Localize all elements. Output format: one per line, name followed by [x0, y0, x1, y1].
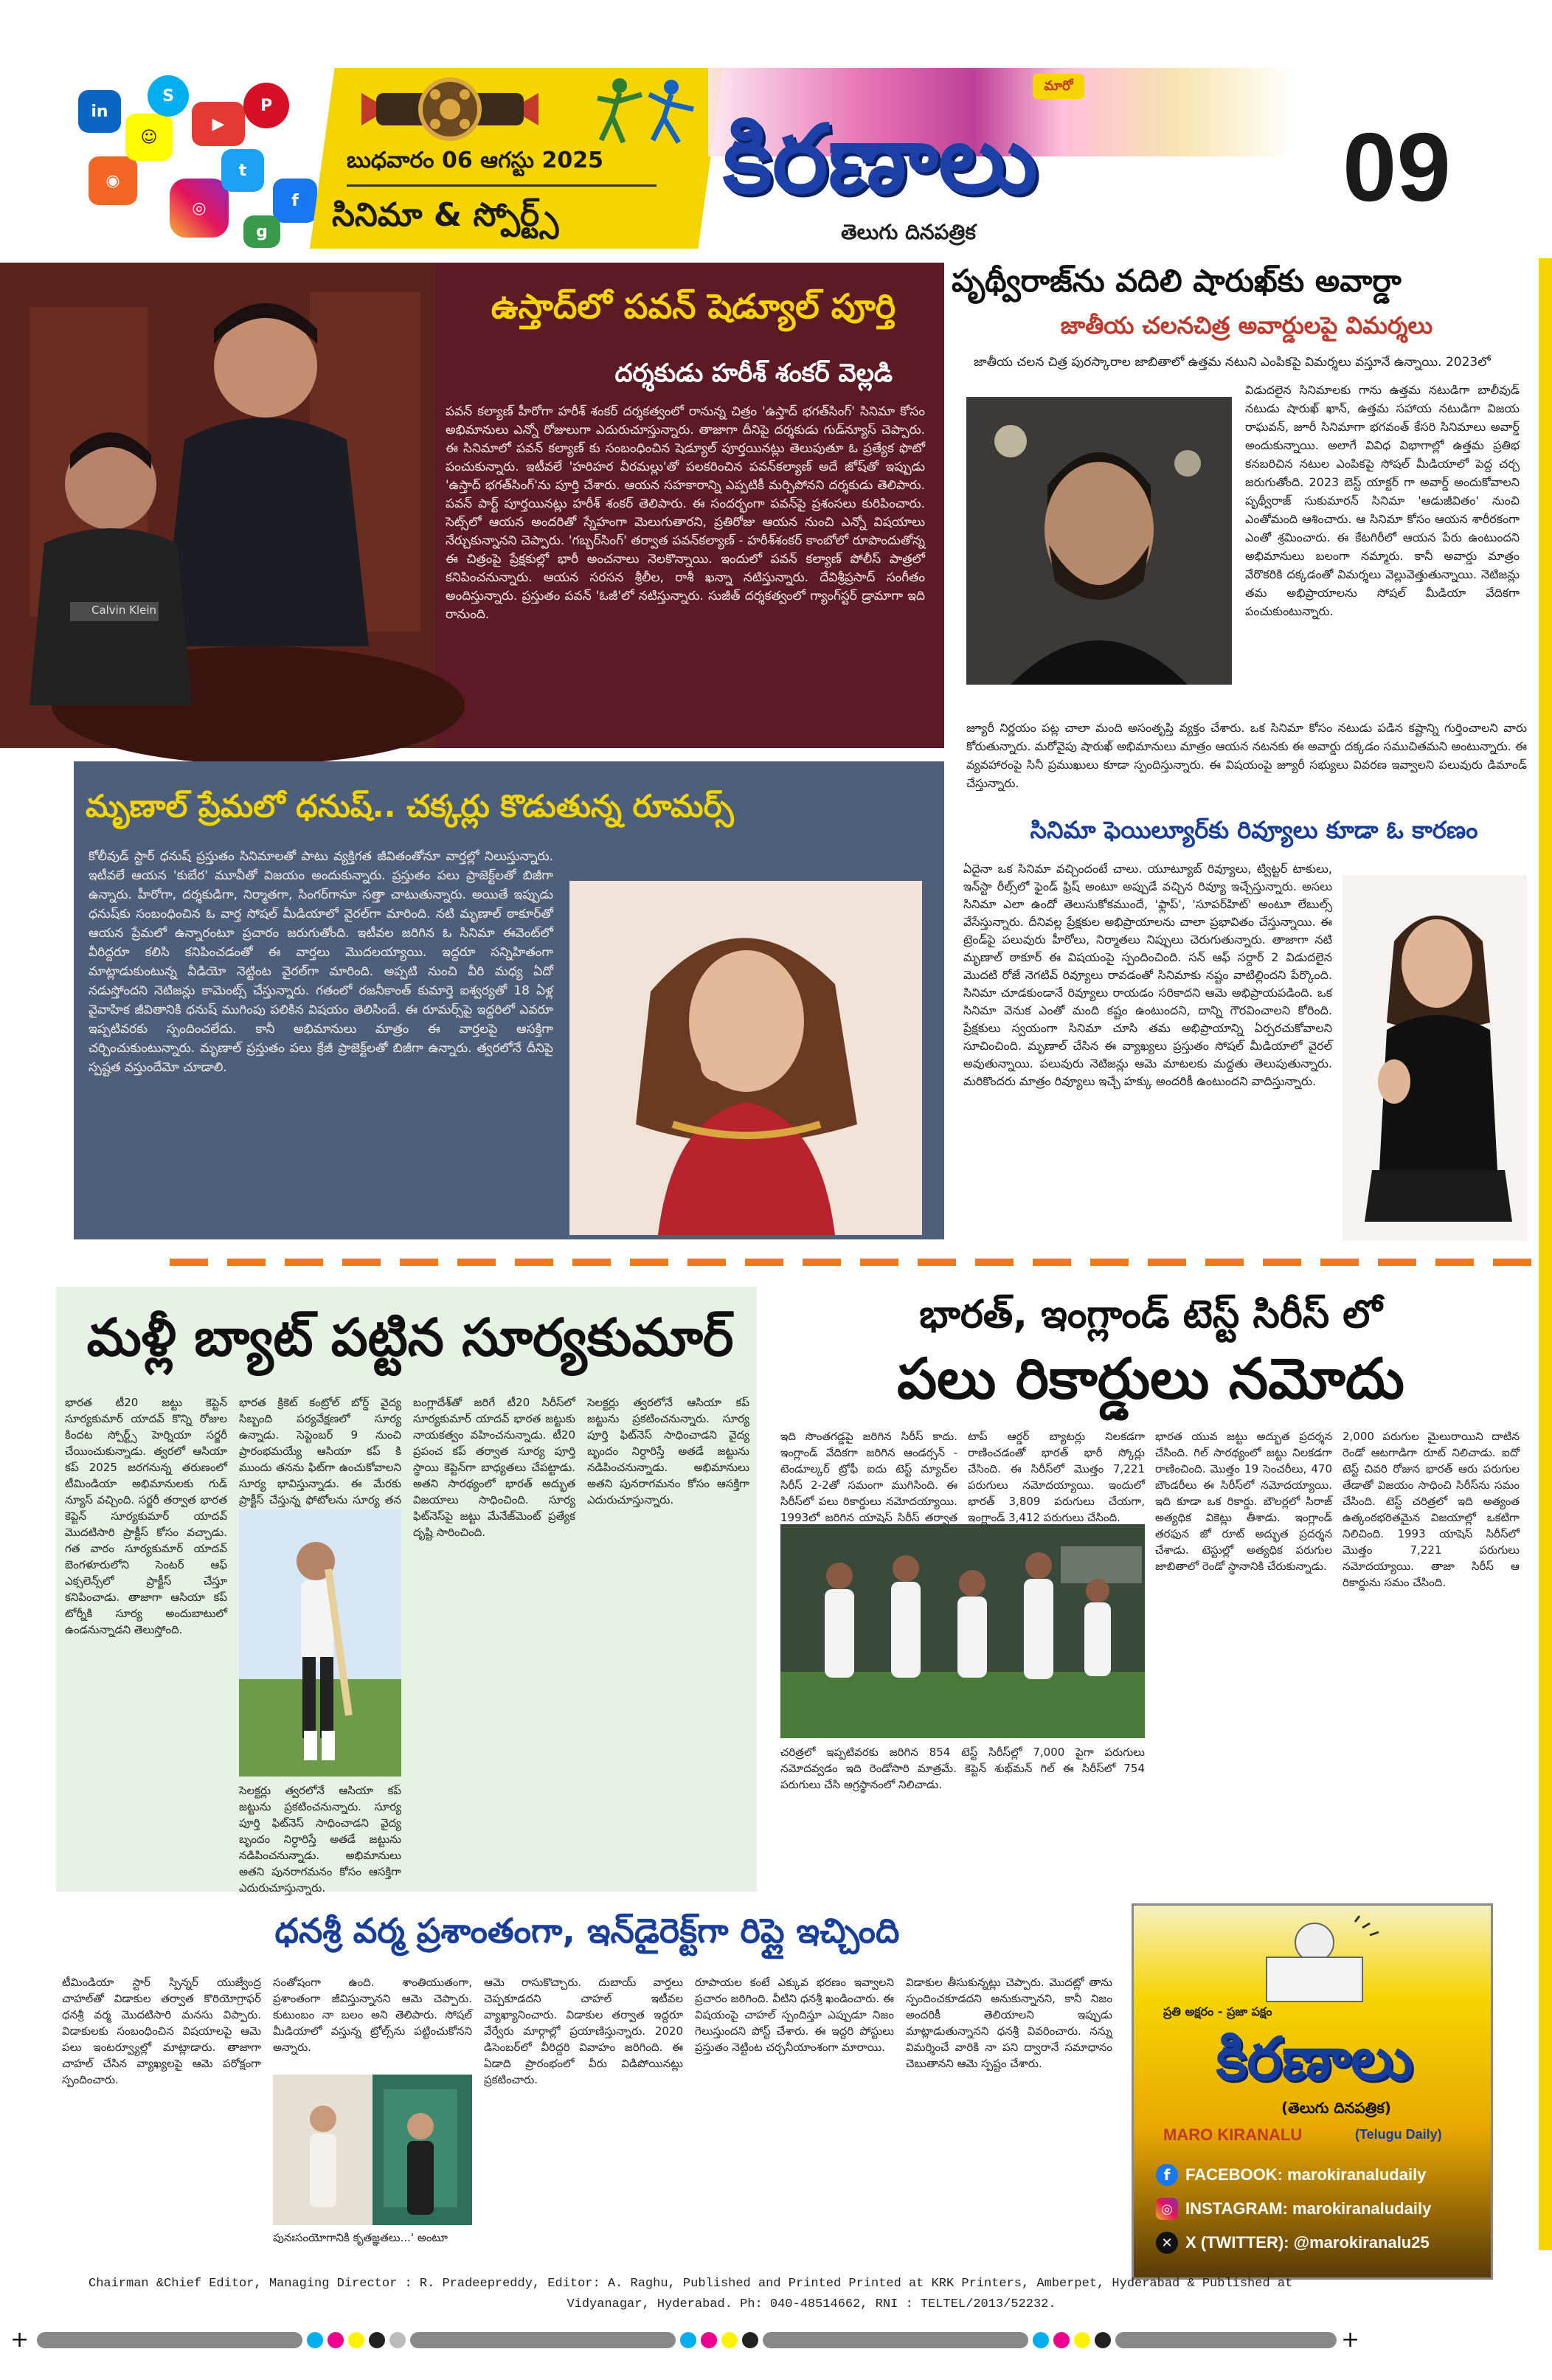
gray-bar: [763, 2332, 1028, 2348]
story-test-headline-1: భారత్, ఇంగ్లాండ్ టెస్ట్ సిరీస్ లో: [919, 1293, 1382, 1337]
facebook-icon: f: [273, 179, 317, 223]
twitter-row: [1156, 2229, 1480, 2257]
story-reviews-headline: సినిమా ఫెయిల్యూర్‌కు రివ్యూలు కూడా ఓ కారణం: [1030, 816, 1478, 844]
instagram-icon: ◎: [170, 179, 229, 238]
section-name: సినిమా & స్పోర్ట్స్: [332, 196, 559, 234]
advert-paper-name: కిరణాలు: [1216, 2024, 1413, 2093]
film-reel-icon: [361, 72, 538, 143]
story-prithviraj-subhead: జాతీయ చలనచిత్ర అవార్డులపై విమర్శలు: [1060, 311, 1433, 339]
mrunal-black-dress-photo: [1343, 875, 1527, 1241]
yellow-dot: [1074, 2332, 1090, 2348]
story-test-col1: ఇది సొంతగడ్డపై జరిగిన సిరీస్ కాదు. ఇంగ్లాండ్ వేదికగా జరిగిన ఆండర్సన్ - టెండూల్కర్ ట్రోఫీ ఐదు టెస్ట్ మ్యాచ్‌ల సిరీస్ 2-2తో సమంగా ముగిసింది. ఈ సిరీస్‌లో పలు రికార్డులు నమోదయ్యాయి. 1993లో జరిగిన యాషెస్ సిరీస్ తర్వాత: [780, 1430, 957, 1524]
facebook-icon: f: [1156, 2164, 1178, 2186]
story-surya-col3: బంగ్లాదేశ్‌తో జరిగే టీ20 సిరీస్‌లో సూర్యకుమార్ యాదవ్ భారత జట్టుకు నాయకత్వం వహించనున్నాడు. టీ20 ప్రపంచ కప్ తర్వాత సూర్య పూర్తి స్థాయి కెప్టెన్‌గా బాధ్యతలు చేపట్టాడు. అతని సారథ్యంలో భారత్ అద్భుత విజయాలు సాధించింది. సూర్య ఫిట్‌నెస్‌పై జట్టు మేనేజ్‌మెంట్ ప్రత్యేక దృష్టి సారించింది.: [413, 1396, 575, 1539]
advert-tagline: ప్రతి అక్షరం - ప్రజా పక్షం: [1163, 2004, 1272, 2018]
story-dhanashree: [56, 1903, 1118, 2302]
twitter-icon: t: [221, 149, 264, 192]
story-surya-col2b: సెలక్టర్లు త్వరలోనే ఆసియా కప్ జట్టును ప్రకటించనున్నారు. సూర్య పూర్తి ఫిట్‌నెస్ సాధించాడని వైద్య బృందం నిర్ధారిస్తే అతడే జట్టును నడిపించనున్నాడు. అభిమానులు అతని పునరాగమనం కోసం ఆసక్తిగా ఎదురుచూస్తున్నారు.: [239, 1784, 401, 1895]
linkedin-icon: in: [78, 90, 121, 133]
kiranalu-advert: [1132, 1903, 1493, 2280]
mrunal-photo: [569, 881, 922, 1235]
story-surya-col2: భారత క్రికెట్ కంట్రోల్ బోర్డ్ వైద్య సిబ్బంది పర్యవేక్షణలో సూర్య ఉన్నాడు. సెప్టెంబర్ 9 నుంచి ప్రారంభమయ్యే ఆసియా కప్ కి ముందు తనను ఫిట్‌గా ఉంచుకోవాలని సూర్య భావిస్తున్నాడు. ఈ మేరకు ప్రాక్టీస్ చేస్తున్న ఫోటోలను సూర్య తన: [239, 1396, 401, 1506]
paper-subtitle: తెలుగు దినపత్రిక: [841, 220, 976, 244]
prithviraj-photo: [966, 397, 1232, 685]
issue-date: బుధవారం 06 ఆగస్టు 2025: [347, 148, 603, 173]
imprint-line-2: Vidyanagar, Hyderabad. Ph: 040-48514662, RNI : TELTEL/2013/52232.: [567, 2297, 1056, 2311]
gray-dot: [389, 2332, 406, 2348]
story-dhanashree-col2: సంతోషంగా ఉంది. శాంతియుతంగా, ప్రశాంతంగా జీవిస్తున్నానని ఆమె చెప్పారు. కుటుంబం నా బలం అని తెలిపారు. సోషల్ మీడియాలో వస్తున్న ట్రోల్స్‌ను పట్టించుకోనని అన్నారు.: [273, 1976, 472, 2054]
story-test-col-bottom: చరిత్రలో ఇప్పటివరకు జరిగిన 854 టెస్ట్ సిరీస్‌ల్లో 7,000 పైగా పరుగులు నమోదవ్వడం ఇది రెండోసారి మాత్రమే. కెప్టెన్ శుభ్‌మన్ గిల్ ఈ సిరీస్‌లో 754 పరుగులు చేసి అగ్రస్థానంలో నిలిచాడు.: [780, 1746, 1145, 1791]
story-pawan-subhead: దర్శకుడు హరీశ్ శంకర్ వెల్లడి: [614, 359, 893, 388]
black-dot: [742, 2332, 758, 2348]
surya-batting-photo: [239, 1509, 401, 1777]
story-dhanashree-headline: ధనశ్రీ వర్మ ప్రశాంతంగా, ఇన్‌డైరెక్ట్‌గా రిప్లై ఇచ్చింది: [274, 1911, 900, 1951]
story-reviews-body: ఏదైనా ఒక సినిమా వచ్చిందంటే చాలు. యూట్యూబ్ రివ్యూలు, ట్విట్టర్ టాకులు, ఇన్‌స్టా రీల్స్‌లో ఫైండ్ ఫ్రిష్ అంటూ అప్పుడే వచ్చిన రివ్యూ ఇచ్చేస్తున్నారు. అసలు సినిమా ఎలా ఉందో తెలుసుకోకముందే, 'ఫ్లాప్', 'సూపర్‌హిట్' అంటూ లేబుల్స్ వేసేస్తున్నారు. దీనివల్ల ప్రేక్షకుల అభిప్రాయాలను చాలా ప్రభావితం చేస్తున్నాయి. ఈ ట్రెండ్‌పై పలువురు హీరోలు, నిర్మాతలు నిప్పులు చెరుగుతున్నారు. తాజాగా నటి మృణాల్ ఠాకూర్ ఈ విషయంపై స్పందించింది. సన్ ఆఫ్ సర్దార్ 2 విడుదలైన మొదటి రోజే నెగటివ్ రివ్యూలు రావడంతో సినిమాకు నష్టం వాటిల్లిందని పేర్కొంది. సినిమా చూడకుండానే రివ్యూలు రాయడం సరికాదని ఆమె అభిప్రాయపడింది. ఒక సినిమా వెనుక ఎంతో మంది కష్టం ఉంటుందని, దాన్ని గౌరవించాలని కోరింది. ప్రేక్షకులు స్వయంగా సినిమా చూసి తమ అభిప్రాయాన్ని ఏర్పరచుకోవాలని సూచించింది. మృణాల్ చేసిన ఈ వ్యాఖ్యలు ప్రస్తుతం సోషల్ మీడియాలో వైరల్ అవుతున్నాయి. పలువురు నెటిజన్లు ఆమె మాటలకు మద్దతు తెలుపుతున్నారు. మరికొందరు మాత్రం రివ్యూలు ఇచ్చే హక్కు అందరికీ ఉంటుందని వాదిస్తున్నారు.: [963, 862, 1332, 1088]
story-surya-col4: సెలక్టర్లు త్వరలోనే ఆసియా కప్ జట్టును ప్రకటించనున్నారు. సూర్య పూర్తి ఫిట్‌నెస్ సాధించాడని వైద్య బృందం నిర్ధారిస్తే అతడే జట్టును నడిపించనున్నాడు. అభిమానులు అతని పునరాగమనం కోసం ఆసక్తిగా ఎదురుచూస్తున్నారు.: [587, 1396, 749, 1506]
story-test-series: [767, 1287, 1534, 1892]
page-number: 09: [1343, 113, 1451, 221]
yellow-dot: [348, 2332, 364, 2348]
facebook-handle[interactable]: FACEBOOK: marokiranaludaily: [1185, 2165, 1427, 2184]
cyan-dot: [680, 2332, 696, 2348]
facebook-row: [1156, 2161, 1480, 2189]
instagram-row: [1156, 2195, 1480, 2223]
story-mrunal-headline: మృణాల్ ప్రేమలో ధనుష్.. చక్కర్లు కొడుతున్న రూమర్స్: [86, 788, 734, 824]
story-mrunal: [74, 761, 944, 1239]
story-reviews: [952, 812, 1534, 1254]
story-prithviraj-headline: పృథ్వీరాజ్‌ను వదిలి షారుఖ్‌కు అవార్డా: [952, 263, 1402, 299]
youtube-icon: ▶: [192, 102, 245, 146]
google-plus-icon: g: [243, 215, 280, 248]
story-test-col3: భారత యువ జట్టు అద్భుత ప్రదర్శన చేసింది. గిల్ సారథ్యంలో జట్టు నిలకడగా రాణించింది. మొత్తం 19 సెంచరీలు, 470 బౌండరీలు ఈ సిరీస్‌లో నమోదయ్యాయి. ఇది కూడా ఒక రికార్డు. బౌలర్లలో సిరాజ్ అత్యధిక వికెట్లు తీశాడు. ఇంగ్లాండ్ తరఫున జో రూట్ అద్భుత ప్రదర్శన చేశాడు. టెస్టుల్లో అత్యధిక పరుగుల జాబితాలో రెండో స్థానానికి చేరుకున్నాడు.: [1155, 1430, 1332, 1573]
story-dhanashree-col1: టీమిండియా స్టార్ స్పిన్నర్ యుజ్వేంద్ర చాహల్‌తో విడాకుల తర్వాత కొరియోగ్రాఫర్ ధనశ్రీ వర్మ మొదటిసారి మనసు విప్పారు. విడాకులకు సంబంధించిన విషయాలపై ఆమె పలు ఇంటర్వ్యూల్లో మాట్లాడారు. తాజాగా చాహల్ చేసిన వ్యాఖ్యలపై ఆమె పరోక్షంగా స్పందించారు.: [62, 1976, 261, 2086]
magenta-dot: [328, 2332, 344, 2348]
gray-bar: [1115, 2332, 1337, 2348]
rss-icon: ◉: [89, 156, 137, 205]
story-test-headline-2: పలు రికార్డులు నమోదు: [897, 1346, 1404, 1411]
gray-bar: [37, 2332, 302, 2348]
team-celebration-photo: [780, 1524, 1145, 1738]
sports-figure-icon: [590, 72, 701, 146]
yellow-dot: [721, 2332, 738, 2348]
story-pawan-body: పవన్ కల్యాణ్ హీరోగా హరీశ్ శంకర్ దర్శకత్వంలో రానున్న చిత్రం 'ఉస్తాద్ భగత్‌సింగ్' సినిమా కోసం అభిమానులు ఎన్నో రోజులుగా ఎదురుచూస్తున్నారు. తాజాగా దీనిపై దర్శకుడు గుడ్‌న్యూస్ చెప్పారు. ఈ సినిమాలో పవన్ కల్యాణ్ కు సంబంధించిన షెడ్యూల్ పూర్తయినట్లు తెలుపుతూ ఓ ప్రత్యేక ఫొటో పంచుకున్నారు. ఇటీవలే 'హరిహర వీరమల్లు'తో పలకరించిన పవన్‌కల్యాణ్ అదే జోష్‌తో ఇప్పుడు 'ఉస్తాద్ భగత్‌సింగ్'ను పూర్తి చేశారు. ఆయన సహకారాన్ని ఎప్పటికీ మర్చిపోనని దర్శకుడు తెలిపారు. పవన్ పార్ట్ పూర్తయినట్లు హరీశ్ శంకర్ తెలిపారు. ఈ సందర్భంగా పవన్‌పై ప్రశంసలు కురిపించారు. సెట్స్‌లో ఆయన అందరితో స్నేహంగా మెలుగుతారని, ప్రతిరోజు ఆయన నుంచి ఎన్నో విషయాలు నేర్చుకున్నానని చెప్పారు. 'గబ్బర్‌సింగ్' తర్వాత పవన్‌కల్యాణ్ - హరీశ్‌శంకర్ కాంబోలో రూపొందుతోన్న ఈ చిత్రంపై ప్రేక్షకుల్లో భారీ అంచనాలు నెలకొన్నాయి. ఇందులో పవన్ కల్యాణ్ పోలీస్ పాత్రలో కనిపించనున్నారు. ఆయన సరసన శ్రీలీల, రాశీ ఖన్నా నటిస్తున్నారు. దేవిశ్రీప్రసాద్ సంగీతం అందిస్తున్నారు. ప్రస్తుతం పవన్ 'ఓజీ'లో నటిస్తున్నారు. సుజీత్ దర్శకత్వంలో గ్యాంగ్‌స్టర్ డ్రామాగా ఇది రానుంది.: [446, 404, 925, 622]
shirt-text: Calvin Klein: [91, 603, 157, 617]
advert-maro: MARO KIRANALU: [1163, 2125, 1303, 2144]
magenta-dot: [701, 2332, 717, 2348]
divider-line: [347, 184, 657, 187]
reader-figure: [1237, 1913, 1392, 2002]
story-dhanashree-caption: పునఃసంయోగానికి కృతజ్ఞతలు...' అంటూ: [273, 2231, 448, 2244]
section-divider: [170, 1259, 1534, 1266]
story-mrunal-body: కోలీవుడ్ స్టార్ ధనుష్ ప్రస్తుతం సినిమాలతో పాటు వ్యక్తిగత జీవితంతోనూ వార్తల్లో నిలుస్తున్నారు. ఇటీవలే ఆయన 'కుబేర' మూవీతో విజయం అందుకున్నారు. ప్రస్తుతం పలు ప్రాజెక్ట్‌లతో బిజీగా ఉన్నారు. హీరోగా, దర్శకుడిగా, నిర్మాతగా, సింగర్‌గానూ సత్తా చాటుతున్నారు. అయితే ఇప్పుడు ధనుష్‌కు సంబంధించిన ఓ వార్త సోషల్ మీడియాలో వైరల్‌గా మారింది. నటి మృణాల్ ఠాకూర్‌తో ఆయన ప్రేమలో ఉన్నారంటూ ప్రచారం జరుగుతోంది. ఇటీవల జరిగిన ఓ సినిమా ఈవెంట్‌లో వీరిద్దరూ కలిసి కనిపించడంతో ఈ వార్తలు మొదలయ్యాయి. ఇద్దరూ సన్నిహితంగా మాట్లాడుకుంటున్న వీడియో నెట్టింట వైరల్‌గా మారింది. అప్పటి నుంచి వీరి మధ్య ఏదో నడుస్తోందని నెటిజన్లు కామెంట్స్ చేస్తున్నారు. గతంలో రజనీకాంత్ కుమార్తె ఐశ్వర్యతో 18 ఏళ్ల వైవాహిక జీవితానికి ధనుష్ ముగింపు పలికిన విషయం తెలిసిందే. ఈ రూమర్స్‌పై ఇద్దరిలో ఎవరూ ఇప్పటివరకు స్పందించలేదు. కానీ అభిమానులు మాత్రం ఈ వార్తలపై ఆసక్తిగా చర్చించుకుంటున్నారు. మృణాల్ ప్రస్తుతం పలు క్రేజీ ప్రాజెక్ట్‌లతో బిజీగా ఉన్నారు. త్వరలోనే దీనిపై స్పష్టత వస్తుందేమో చూడాలి.: [89, 849, 553, 1075]
story-surya-col1: భారత టీ20 జట్టు కెప్టెన్ సూర్యకుమార్ యాదవ్ కొన్ని రోజుల కిందట స్పోర్ట్స్ హెర్నియా సర్జరీ చేయించుకున్నాడు. త్వరలో ఆసియా కప్ 2025 జరగనున్న తరుణంలో టీమిండియా అభిమానులకు గుడ్ న్యూస్ వచ్చింది. సర్జరీ తర్వాత భారత కెప్టెన్ సూర్యకుమార్ యాదవ్ మొదటిసారి ప్రాక్టీస్ కోసం వచ్చాడు. గత వారం సూర్యకుమార్ యాదవ్ బెంగళూరులోని సెంటర్ ఆఫ్ ఎక్సలెన్స్‌లో ప్రాక్టీస్ చేస్తూ కనిపించాడు. తాజాగా ఆసియా కప్ టోర్నీకి సూర్య అందుబాటులో ఉండనున్నాడని తెలుస్తోంది.: [65, 1396, 227, 1636]
dhanashree-photo: [273, 2075, 472, 2225]
edge-strip: [1539, 258, 1552, 2250]
snapchat-icon: ☺: [125, 114, 173, 161]
masthead: [74, 68, 1497, 252]
twitter-handle[interactable]: X (TWITTER): @marokiranalu25: [1185, 2233, 1430, 2252]
story-prithviraj-body-full: జ్యూరీ నిర్ణయం పట్ల చాలా మంది అసంతృప్తి వ్యక్తం చేశారు. ఒక సినిమా కోసం నటుడు పడిన కష్టాన్ని గుర్తించాలని వారు కోరుతున్నారు. మరోవైపు షారుఖ్ అభిమానులు మాత్రం ఆయన నటనకు ఈ అవార్డు దక్కడం సముచితమని అంటున్నారు. ఈ వ్యవహారంపై సినీ ప్రముఖులు కూడా స్పందిస్తున్నారు. ఈ విషయంపై జ్యూరీ సభ్యులు వివరణ ఇవ్వాలని పలువురు డిమాండ్ చేస్తున్నారు.: [966, 721, 1527, 790]
registration-bar: [10, 2318, 1542, 2362]
black-dot: [1095, 2332, 1111, 2348]
story-dhanashree-col3: ఆమె రాసుకొచ్చారు. దుబాయ్ వార్తలు చెప్పకూడదని చాహల్ ఇటీవల వ్యాఖ్యానించారు. విడాకుల తర్వాత ఇద్దరూ వేర్వేరు మార్గాల్లో ప్రయాణిస్తున్నారు. 2020 డిసెంబర్‌లో వీరిద్దరి వివాహం జరిగింది. ఈ ఏడాది ప్రారంభంలో వీరు విడిపోయినట్లు ప్రకటించారు.: [484, 1976, 683, 2086]
cyan-dot: [307, 2332, 323, 2348]
story-prithviraj-body-right: విడుదలైన సినిమాలకు గాను ఉత్తమ నటుడిగా బాలీవుడ్ నటుడు షారుఖ్ ఖాన్, ఉత్తమ సహాయ నటుడిగా విజయ రాఘవన్, జూరీ సినిమాగా భగవంత్ కేసరి సినిమాలు అవార్డ్ అందుకున్నాయి. అలాగే వివిధ విభాగాల్లో ఉత్తమ ప్రతిభ కనబరిచిన నటుల ఎంపికపై సోషల్ మీడియాలో పెద్ద చర్చ జరుగుతోంది. 2023 బెస్ట్ యాక్టర్ గా అవార్డ్ అందుకోవాలని పృథ్వీరాజ్ సుకుమారన్ సినిమా 'ఆడుజీవితం' నుంచి ఎంతోమంది ఆశించారు. ఆ సినిమా కోసం ఆయన శారీరకంగా ఎంతో శ్రమించారు. ఈ కేటగిరీలో ఆయన పేరు ఉంటుందని అభిమానులు బలంగా నమ్మారు. కానీ అవార్డు మాత్రం వేరొకరికి దక్కడంతో విమర్శలు వెల్లువెత్తుతున్నాయి. నెటిజన్లు తమ అభిప్రాయాలను సోషల్ మీడియా వేదికగా పంచుకుంటున్నారు.: [1245, 383, 1520, 618]
story-dhanashree-col5: విడాకుల తీసుకున్నట్లు చెప్పారు. మొదట్లో తాను స్పందించకూడదని అనుకున్నానని, కానీ నిజం అందరికీ తెలియాలని ఇప్పుడు మాట్లాడుతున్నానని ధనశ్రీ వివరించారు. నన్ను విమర్శించే వారికి నా పని ద్వారానే సమాధానం చెబుతానని ఆమె స్పష్టం చేశారు.: [906, 1976, 1112, 2070]
story-surya: [56, 1287, 757, 1895]
black-dot: [369, 2332, 385, 2348]
story-pawan: [0, 263, 944, 748]
social-icon-cluster: [74, 68, 317, 249]
magenta-dot: [1053, 2332, 1070, 2348]
advert-maro-sub: (Telugu Daily): [1355, 2127, 1442, 2142]
x-icon: ✕: [1156, 2232, 1178, 2254]
paper-name: కిరణాలు: [723, 105, 1038, 215]
advert-paper-sub: (తెలుగు దినపత్రిక): [1281, 2099, 1391, 2117]
story-pawan-headline: ఉస్తాద్‌లో పవన్ షెడ్యూల్ పూర్తి: [491, 286, 896, 326]
pawan-harish-photo: [0, 263, 435, 748]
story-surya-headline: మళ్లీ బ్యాట్ పట్టిన సూర్యకుమార్: [86, 1307, 734, 1368]
story-prithviraj-intro: జాతీయ చలన చిత్ర పురస్కారాల జాబితాలో ఉత్తమ నటుని ఎంపికపై విమర్శలు వస్తూనే ఉన్నాయి. 2023లో: [974, 355, 1491, 370]
small-badge: మారో: [1033, 74, 1084, 99]
crosshair-right-icon: +: [1341, 2327, 1360, 2353]
cyan-dot: [1033, 2332, 1049, 2348]
story-test-col2: టాప్ ఆర్డర్ బ్యాటర్లు నిలకడగా రాణించడంతో భారత్ భారీ స్కోర్లు చేసింది. ఈ సిరీస్‌లో మొత్తం 7,221 పరుగులు నమోదయ్యాయి. ఇందులో భారత్ 3,809 పరుగులు చేయగా, ఇంగ్లాండ్ 3,412 పరుగులు చేసింది.: [968, 1430, 1145, 1524]
imprint-line-1: Chairman &Chief Editor, Managing Director : R. Pradeepreddy, Editor: A. Raghu, Published and Printed Printed at KRK Printers, Amberpet, Hyderabad & Published at: [89, 2277, 1293, 2291]
instagram-handle[interactable]: INSTAGRAM: marokiranaludaily: [1185, 2199, 1432, 2218]
story-test-col4: 2,000 పరుగుల మైలురాయిని దాటిన రెండో ఆటగాడిగా రూట్ నిలిచాడు. ఐదో టెస్ట్ చివరి రోజున భారత్ ఆరు పరుగుల తేడాతో విజయం సాధించి సిరీస్‌ను సమం చేసింది. టెస్ట్ చరిత్రలో ఇది అత్యంత ఉత్కంఠభరితమైన విజయాల్లో ఒకటిగా నిలిచింది. 1993 యాషెస్ సిరీస్‌లో మొత్తం 7,221 పరుగులు నమోదయ్యాయి. తాజా సిరీస్ ఆ రికార్డును సమం చేసింది.: [1343, 1430, 1520, 1589]
story-dhanashree-col4: రూపాయల కంటే ఎక్కువ భరణం ఇవ్వాలని ప్రచారం జరిగింది. వీటిని ధనశ్రీ ఖండించారు. ఈ విషయంపై చాహల్ స్పందిస్తూ ఎప్పుడూ నిజం గెలుస్తుందని పోస్ట్ చేశారు. ఈ ఇద్దరి పోస్టులు ప్రస్తుతం నెట్టింట చర్చనీయాంశంగా మారాయి.: [695, 1976, 894, 2054]
crosshair-left-icon: +: [10, 2327, 30, 2353]
instagram-icon: ◎: [1156, 2198, 1178, 2220]
pinterest-icon: P: [243, 83, 289, 128]
skype-icon: S: [148, 75, 189, 117]
gray-bar: [410, 2332, 676, 2348]
